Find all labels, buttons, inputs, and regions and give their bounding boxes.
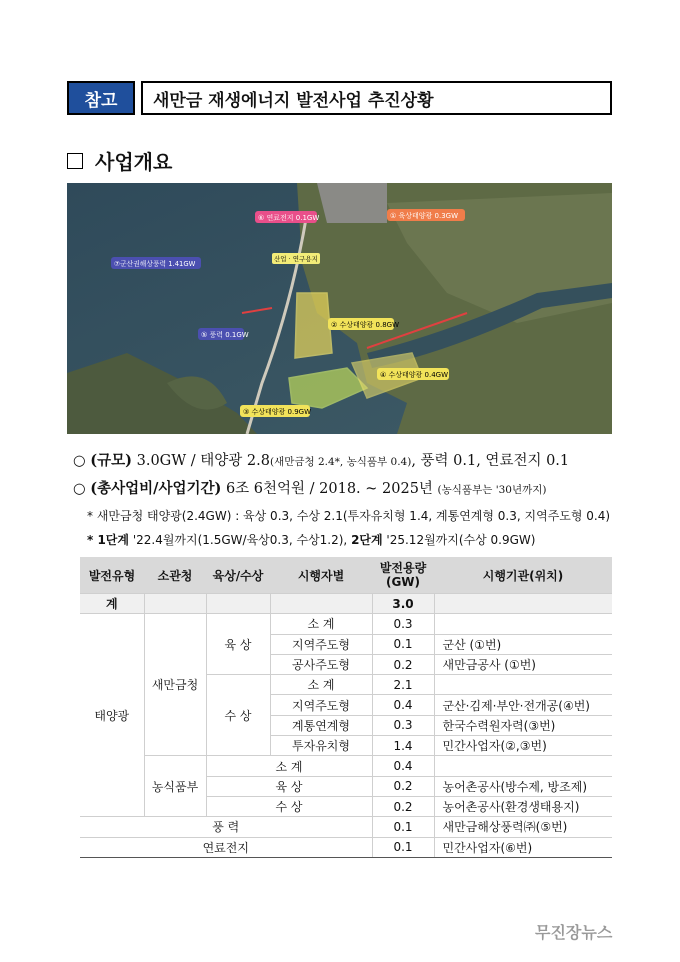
cost-text: 6조 6천억원 / 2018. ~ 2025년 [225,481,433,497]
total-label: 계 [80,594,144,614]
capacity-cell: 0.2 [372,796,434,816]
type-cell: 소 계 [206,756,372,776]
type-cell: 풍 력 [80,817,372,837]
watermark: 무진장뉴스 [535,923,613,942]
cost-line [73,477,546,498]
org-cell: 한국수력원자력(③번) [434,715,612,735]
table-row [80,614,612,634]
org-cell [434,756,612,776]
water-solar-3-label: ③ 수상태양광 0.9GW [243,408,312,416]
table-row [80,817,612,837]
water-cell: 수 상 [206,675,270,756]
note-2 [87,531,535,548]
type-cell: 육 상 [206,776,372,796]
water-solar-2-label: ② 수상태양광 0.8GW [331,321,400,329]
solar-cell: 태양광 [80,614,144,817]
reference-tag: 참고 [67,81,135,115]
table-header-row [80,557,612,594]
wind-label: ⑤ 풍력 0.1GW [201,331,249,339]
table-row [80,756,612,776]
type-cell: 투자유치형 [270,736,372,756]
capacity-cell: 0.2 [372,654,434,674]
note2-stage2: 2단계 [351,533,383,547]
header-cell: 발전용량 (GW) [372,557,434,594]
org-cell: 농어촌공사(방수제, 방조제) [434,776,612,796]
capacity-cell: 0.1 [372,837,434,857]
offshore-wind-label: ⑦군산권해상풍력 1.41GW [114,260,196,268]
org-cell: 농어촌공사(환경생태용지) [434,796,612,816]
type-cell: 공사주도형 [270,654,372,674]
cost-detail: (농식품부는 '30년까지) [437,484,547,496]
org-cell: 군산·김제·부안·전개공(④번) [434,695,612,715]
capacity-cell: 0.1 [372,634,434,654]
header-cell: 소관청 [144,557,206,594]
capacity-cell: 0.3 [372,715,434,735]
type-cell: 수 상 [206,796,372,816]
org-cell: 새만금공사 (①번) [434,654,612,674]
header-cell: 육상/수상 [206,557,270,594]
org-cell: 군산 (①번) [434,634,612,654]
satellite-map [67,183,612,434]
type-cell: 연료전지 [80,837,372,857]
scale-label: (규모) [90,452,133,469]
capacity-cell: 0.2 [372,776,434,796]
total-row [80,594,612,614]
land-solar-label: ① 육상태양광 0.3GW [390,212,459,220]
type-cell: 지역주도형 [270,634,372,654]
header-cell: 발전유형 [80,557,144,594]
org-cell: 새만금해상풍력㈜(⑤번) [434,817,612,837]
header-cell: 시행자별 [270,557,372,594]
org-cell: 민간사업자(⑥번) [434,837,612,857]
table-row [80,837,612,857]
type-cell: 소 계 [270,675,372,695]
capacity-cell: 0.1 [372,817,434,837]
map-graphic [67,183,612,434]
fuel-cell-label: ⑥ 연료전지 0.1GW [258,214,320,222]
document-header [67,81,612,115]
scale-detail: (새만금청 2.4*, 농식품부 0.4) [269,456,412,468]
type-cell: 지역주도형 [270,695,372,715]
capacity-cell: 0.4 [372,695,434,715]
agency-saemangeum: 새만금청 [144,614,206,756]
org-cell [434,614,612,634]
capacity-cell: 0.3 [372,614,434,634]
industry-label: 산업 · 연구용지 [274,255,318,263]
capacity-cell: 2.1 [372,675,434,695]
org-cell: 민간사업자(②,③번) [434,736,612,756]
section-title: 사업개요 [95,150,173,174]
note2-stage2-text: '25.12월까지(수상 0.9GW) [382,533,536,547]
cost-label: (총사업비/사업기간) [90,480,222,497]
note-1: * 새만금청 태양광(2.4GW) : 육상 0.3, 수상 2.1(투자유치형 1.4, 계통연계형 0.3, 지역주도형 0.4) [87,509,611,523]
note2-stage1: * 1단계 [87,533,129,547]
land-cell: 육 상 [206,614,270,675]
scale-rest: , 풍력 0.1, 연료전지 0.1 [411,453,570,469]
agency-mafra: 농식품부 [144,756,206,817]
capacity-cell: 0.4 [372,756,434,776]
scale-text: 3.0GW / 태양광 2.8 [136,453,270,469]
header-cell: 시행기관(위치) [434,557,612,594]
circle-bullet-icon: ○ [73,453,86,469]
note2-stage1-text: '22.4월까지(1.5GW/육상0.3, 수상1.2), [129,533,352,547]
type-cell: 소 계 [270,614,372,634]
section-heading [67,146,172,175]
circle-bullet-icon: ○ [73,481,86,497]
capacity-table [80,557,612,858]
total-value: 3.0 [372,594,434,614]
scale-line [73,449,569,470]
org-cell [434,675,612,695]
checkbox-square-icon [67,153,83,169]
document-title: 새만금 재생에너지 발전사업 추진상황 [141,81,612,115]
water-solar-4-label: ④ 수상태양광 0.4GW [380,371,449,379]
type-cell: 계통연계형 [270,715,372,735]
capacity-cell: 1.4 [372,736,434,756]
